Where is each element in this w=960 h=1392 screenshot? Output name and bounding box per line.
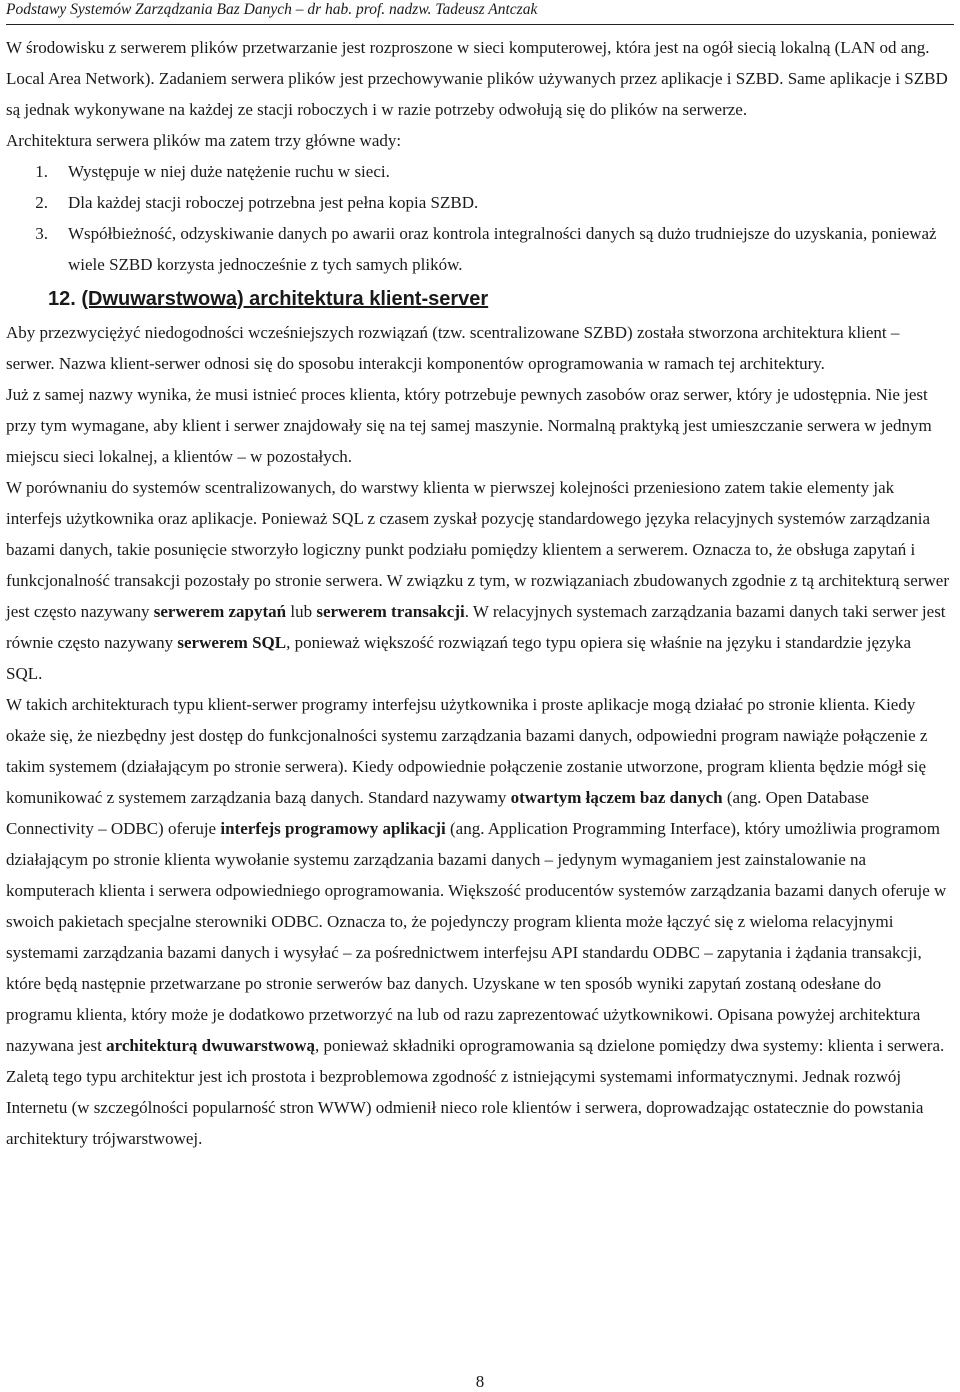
section-title: (Dwuwarstwowa) architektura klient-server xyxy=(81,288,489,310)
text-run: , ponieważ większość rozwiązań tego typu opiera się właśnie na języku i standardzie języka SQL. xyxy=(6,633,912,683)
list-item-text: Współbieżność, odzyskiwanie danych po awarii oraz kontrola integralności danych są dużo trudniejsze do uzyskania, ponieważ wiele SZBD korzysta jednocześnie z tych samych plików. xyxy=(68,224,937,274)
list-item xyxy=(6,187,950,218)
paragraph-intro-2: Architektura serwera plików ma zatem trzy główne wady: xyxy=(6,131,402,150)
text-run: (ang. Application Programming Interface), który umożliwia programom działającym po stronie klienta wywołanie systemu zarządzania bazami danych – jedynym wymaganiem jest zainstalowanie na komputerach klienta i serwera odpowiedniego oprogramowania. Większość producentów systemów zarządzania bazami danych oferuje w swoich pakietach specjalne sterowniki ODBC. Oznacza to, że pojedynczy program klienta może łączyć się z wieloma relacyjnymi systemami zarządzania bazami danych i wysyłać – za pośrednictwem interfejsu API standardu ODBC – zapytania i żądania transakcji, które będą następnie przetwarzane po stronie serwerów baz danych. Uzyskane w ten sposób wyniki zapytań zostaną odesłane do programu klienta, który może je dodatkowo przetworzyć na lub od razu zaprezentować użytkownikowi. Opisana powyżej architektura nazywana jest xyxy=(6,819,947,1055)
text-run: W takich architekturach typu klient-serwer programy interfejsu użytkownika i proste aplikacje mogą działać po stronie klienta. Kiedy okaże się, że niezbędny jest dostęp do funkcjonalności systemu zarządzania bazami danych, odpowiedni program nawiąże połączenie z takim systemem (działającym po stronie serwera). Kiedy odpowiednie połączenie zostanie utworzone, program klienta będzie mógł się komunikować z systemem zarządzania bazą danych. Standard nazywamy xyxy=(6,695,928,807)
bold-term: serwerem SQL xyxy=(177,633,287,652)
header-text: Podstawy Systemów Zarządzania Baz Danych – dr hab. prof. nadzw. Tadeusz Antczak xyxy=(6,1,538,18)
list-item-number: 3. xyxy=(35,224,48,243)
section-number: 12. xyxy=(48,288,76,310)
bold-term: otwartym łączem baz danych xyxy=(510,788,723,807)
document-body xyxy=(6,32,950,1154)
section-heading xyxy=(6,284,950,315)
list-item-text: Występuje w niej duże natężenie ruchu w sieci. xyxy=(68,162,390,181)
bold-term: serwerem zapytań xyxy=(153,602,287,621)
running-header xyxy=(6,0,954,25)
page-number: 8 xyxy=(475,1372,485,1391)
paragraph-section-3 xyxy=(6,472,950,689)
text-run: , ponieważ składniki oprogramowania są dzielone pomiędzy dwa systemy: klienta i serwera. Zaletą tego typu architektur jest ich prostota i bezproblemowa zgodność z istniejącymi systemami informatycznymi. Jednak rozwój Internetu (w szczególności popularność stron WWW) odmienił nieco role klientów i serwera, doprowadzając ostatecznie do powstania architektury trójwarstwowej. xyxy=(6,1036,945,1148)
paragraph-intro-1: W środowisku z serwerem plików przetwarzanie jest rozproszone w sieci komputerowej, która jest na ogół siecią lokalną (LAN od ang. Local Area Network). Zadaniem serwera plików jest przechowywanie plików używanych przez aplikacje i SZBD. Same aplikacje i SZBD są jednak wykonywane na każdej ze stacji roboczych i w razie potrzeby odwołują się do plików na serwerze. xyxy=(6,38,948,119)
paragraph-section-4 xyxy=(6,689,950,1154)
bold-term: interfejs programowy aplikacji xyxy=(220,819,446,838)
drawbacks-list xyxy=(6,156,950,280)
paragraph-section-2: Już z samej nazwy wynika, że musi istnieć proces klienta, który potrzebuje pewnych zasobów oraz serwer, który je udostępnia. Nie jest przy tym wymagane, aby klient i serwer znajdowały się na tej samej maszynie. Normalną praktyką jest umieszczanie serwera w jednym miejscu sieci lokalnej, a klientów – w pozostałych. xyxy=(6,385,932,466)
list-item xyxy=(6,218,950,280)
text-run: W porównaniu do systemów scentralizowanych, do warstwy klienta w pierwszej kolejności przeniesiono zatem takie elementy jak interfejs użytkownika oraz aplikacje. Ponieważ SQL z czasem zyskał pozycję standardowego języka relacyjnych systemów zarządzania bazami danych, takie posunięcie stworzyło logiczny punkt podziału pomiędzy klientem a serwerem. Oznacza to, że obsługa zapytań i funkcjonalność transakcji pozostały po stronie serwera. W związku z tym, w rozwiązaniach zbudowanych zgodnie z tą architekturą serwer jest często nazywany xyxy=(6,478,949,621)
list-item-number: 2. xyxy=(35,193,48,212)
text-run: lub xyxy=(286,602,317,621)
list-item-text: Dla każdej stacji roboczej potrzebna jest pełna kopia SZBD. xyxy=(68,193,479,212)
bold-term: serwerem transakcji xyxy=(316,602,465,621)
page-footer xyxy=(0,1372,960,1392)
list-item-number: 1. xyxy=(35,162,48,181)
paragraph-section-1: Aby przezwyciężyć niedogodności wcześniejszych rozwiązań (tzw. scentralizowane SZBD) została stworzona architektura klient – serwer. Nazwa klient-serwer odnosi się do sposobu interakcji komponentów oprogramowania w ramach tej architektury. xyxy=(6,323,900,373)
text-run: (ang. Open Database Connectivity – ODBC) oferuje xyxy=(6,788,869,838)
bold-term: architekturą dwuwarstwową xyxy=(106,1036,315,1055)
text-run: . W relacyjnych systemach zarządzania bazami danych taki serwer jest równie często nazywany xyxy=(6,602,946,652)
list-item xyxy=(6,156,950,187)
